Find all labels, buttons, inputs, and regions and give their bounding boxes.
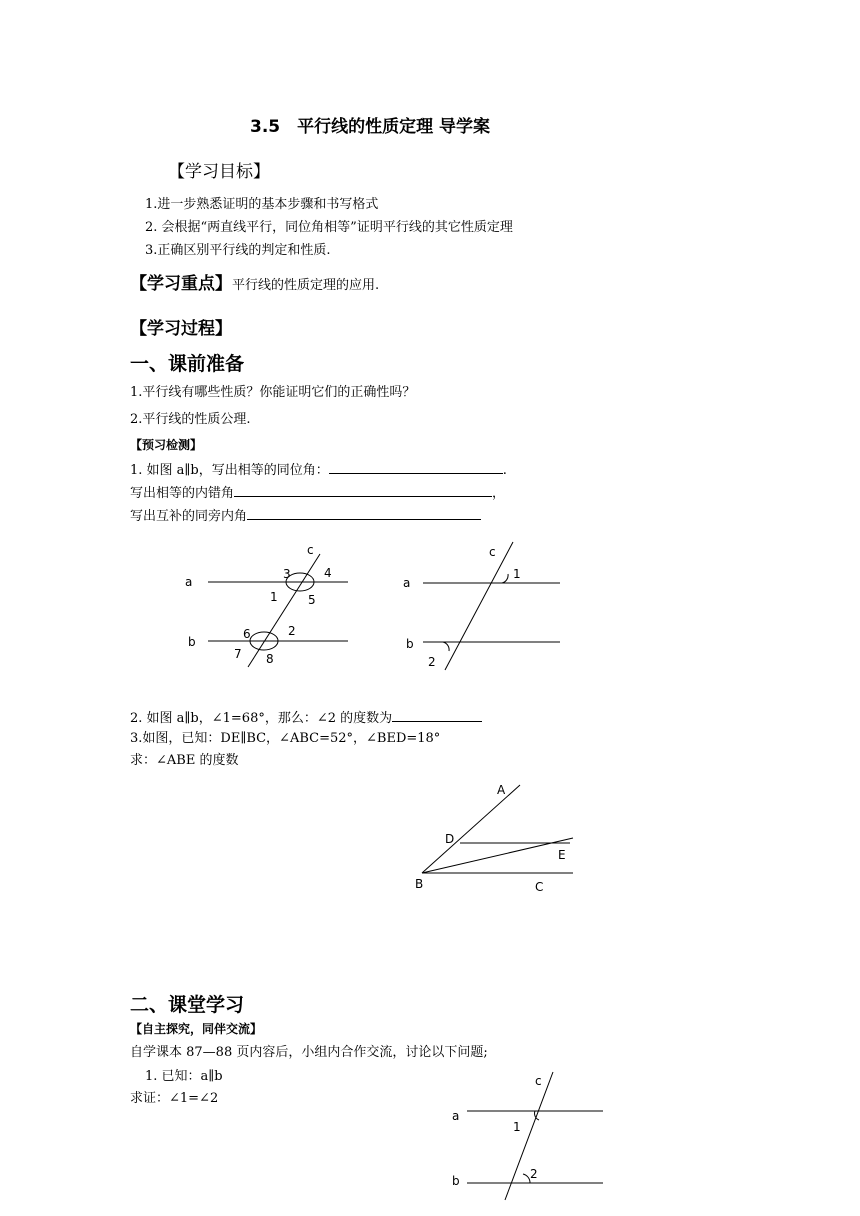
angle-arc-2: [443, 642, 449, 651]
objectives-heading: 【学习目标】: [168, 162, 270, 182]
section2-question-1: 1. 已知：a∥b: [145, 1069, 223, 1084]
label-c: c: [307, 543, 314, 557]
figure-parallel-lines-2-angles: [395, 538, 565, 673]
preview-question-1c: [130, 507, 481, 523]
line-ba: [422, 785, 520, 873]
preview-question-2: [130, 709, 482, 725]
preview-question-1b: [130, 484, 505, 500]
label-c: c: [535, 1074, 542, 1088]
preview-question-1a: [130, 461, 507, 477]
key-point-heading: 【学习重点】: [130, 274, 232, 294]
angle-label-2: 2: [428, 655, 436, 669]
point-label-a: A: [497, 783, 506, 797]
process-heading: 【学习过程】: [130, 319, 232, 339]
answer-blank-angle2[interactable]: [392, 709, 482, 722]
preview-question-1a-text: 1. 如图 a∥b，写出相等的同位角：: [130, 463, 329, 478]
section2-heading: 二、课堂学习: [130, 994, 245, 1016]
line-c: [445, 542, 513, 670]
label-b: b: [452, 1174, 460, 1188]
angle-label-2: 2: [288, 624, 296, 638]
preview-heading: 【预习检测】: [130, 438, 203, 452]
label-a: a: [185, 575, 193, 589]
section1-question-2: 2.平行线的性质公理.: [130, 412, 251, 427]
section1-question-1: 1.平行线有哪些性质？你能证明它们的正确性吗？: [130, 385, 416, 400]
angle-label-1: 1: [270, 590, 278, 604]
point-label-c: C: [535, 880, 544, 894]
section2-question-1b: 求证：∠1=∠2: [130, 1091, 219, 1106]
angle-label-7: 7: [234, 647, 242, 661]
label-b: b: [188, 635, 196, 649]
point-label-d: D: [445, 832, 455, 846]
angle-label-8: 8: [266, 652, 274, 666]
answer-blank-alternate[interactable]: [234, 484, 492, 497]
preview-question-1b-end: ，: [492, 486, 506, 501]
preview-question-1c-text: 写出互补的同旁内角: [130, 509, 248, 524]
preview-question-3: 3.如图，已知：DE∥BC，∠ABC=52°，∠BED=18°: [130, 731, 441, 746]
preview-question-1a-end: .: [502, 463, 507, 478]
preview-question-2-text: 2. 如图 a∥b，∠1=68°，那么：∠2 的度数为: [130, 711, 393, 726]
angle-label-5: 5: [308, 593, 316, 607]
point-label-b: B: [415, 877, 424, 891]
angle-label-2: 2: [530, 1167, 538, 1181]
objective-item-3: 3.正确区别平行线的判定和性质.: [145, 243, 331, 258]
figure-parallel-lines-8-angles: [180, 540, 360, 670]
page-title: 3.5 平行线的性质定理 导学案: [250, 117, 491, 137]
angle-arc-1: [502, 574, 508, 583]
label-c: c: [489, 545, 496, 559]
angle-arc-2: [523, 1174, 530, 1183]
answer-blank-cointerior[interactable]: [247, 507, 481, 520]
angle-label-1: 1: [513, 1120, 521, 1134]
objective-item-1: 1.进一步熟悉证明的基本步骤和书写格式: [145, 197, 379, 212]
section2-sub-heading: 【自主探究，同伴交流】: [130, 1022, 263, 1036]
figure-triangle-abe: [410, 780, 580, 900]
answer-blank-corresponding[interactable]: [329, 461, 503, 474]
angle-label-3: 3: [283, 567, 291, 581]
section2-intro: 自学课本 87—88 页内容后，小组内合作交流，讨论以下问题;: [130, 1045, 488, 1060]
angle-label-4: 4: [324, 566, 332, 580]
figure-proof-parallel-lines: [445, 1068, 610, 1208]
line-c: [505, 1072, 553, 1200]
objective-item-2: 2. 会根据“两直线平行，同位角相等”证明平行线的其它性质定理: [145, 220, 513, 235]
label-b: b: [406, 637, 414, 651]
section1-heading: 一、课前准备: [130, 353, 245, 375]
label-a: a: [452, 1109, 460, 1123]
label-a: a: [403, 576, 411, 590]
angle-label-1: 1: [513, 567, 521, 581]
key-point-line: [130, 276, 379, 293]
point-label-e: E: [558, 848, 566, 862]
preview-question-1b-text: 写出相等的内错角: [130, 486, 235, 501]
preview-question-3b: 求：∠ABE 的度数: [130, 753, 239, 768]
angle-label-6: 6: [243, 627, 251, 641]
key-point-text: 平行线的性质定理的应用.: [232, 278, 380, 293]
